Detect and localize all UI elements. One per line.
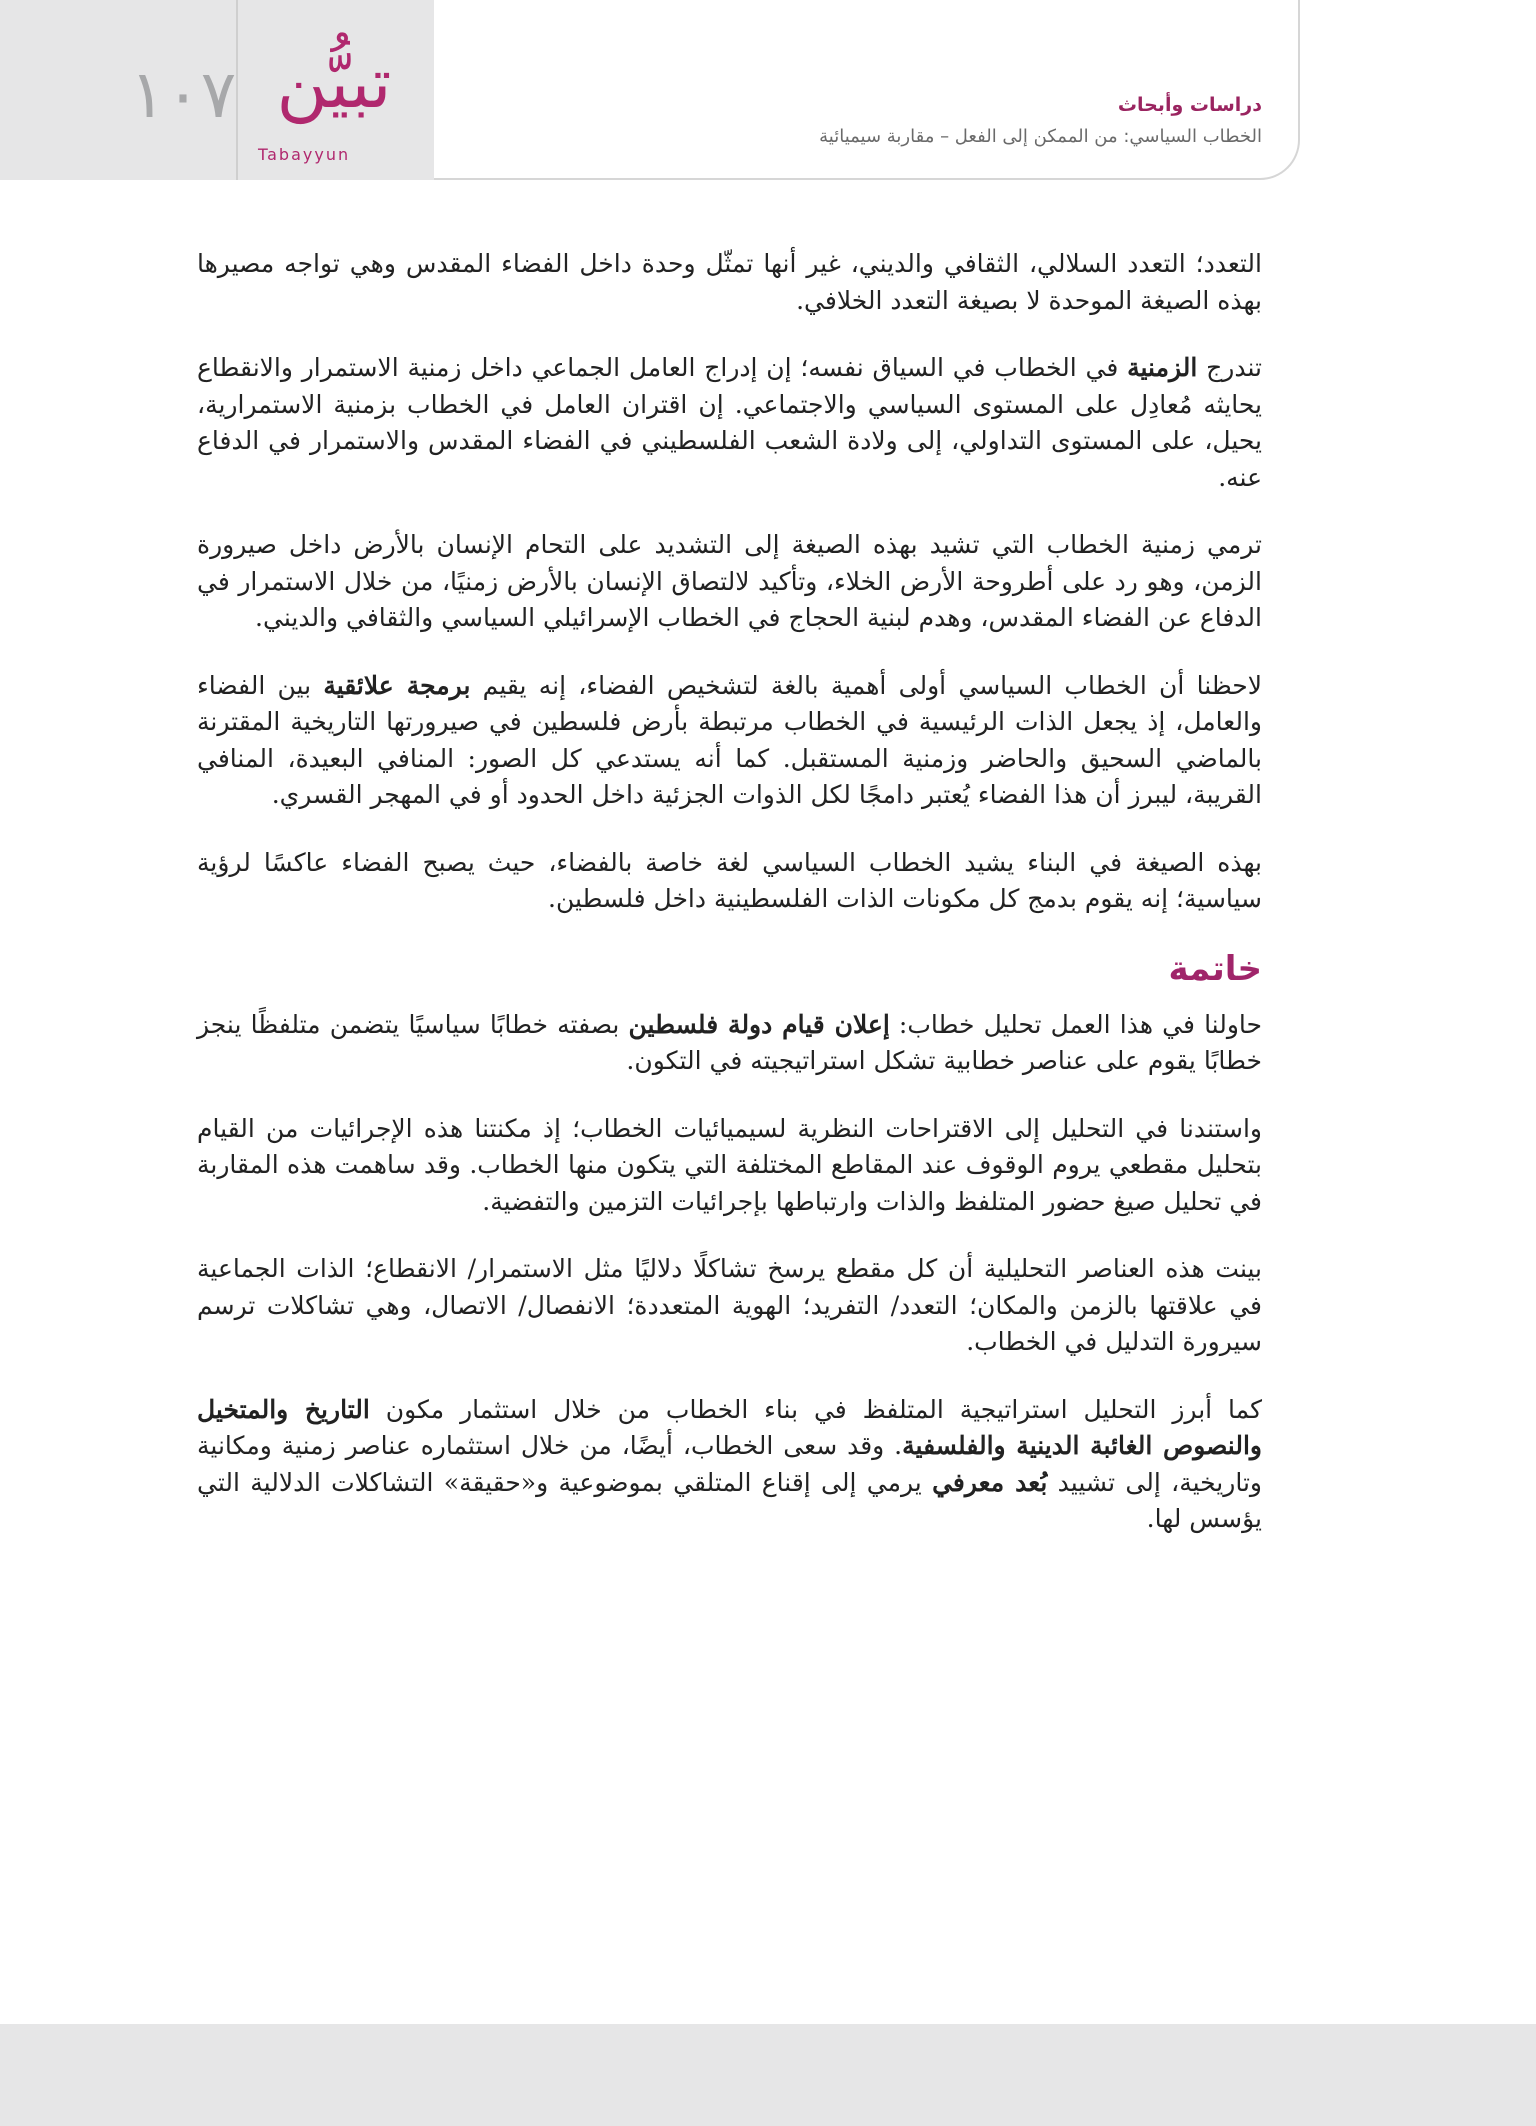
article-body (197, 246, 1262, 1569)
paragraph-text: في الخطاب في السياق نفسه؛ إن إدراج العامل الجماعي داخل زمنية الاستمرار والانقطاع يحايثه مُعادِل على المستوى السياسي والاجتماعي. إن اقتران العامل في الخطاب بزمنية الاستمرارية، يحيل، على المستوى التداولي، إلى ولادة الشعب الفلسطيني في الفضاء المقدس والاستمرار في الدفاع عنه. (197, 353, 1262, 492)
paragraph-text: ترمي زمنية الخطاب التي تشيد بهذه الصيغة إلى التشديد على التحام الإنسان بالأرض داخل صيرورة الزمن، وهو رد على أطروحة الأرض الخلاء، وتأكيد لالتصاق الإنسان بالأرض زمنيًا، من خلال الاستمرار في الدفاع عن الفضاء المقدس، وهدم لبنية الحجاج في الخطاب الإسرائيلي السياسي والثقافي والديني. (197, 530, 1262, 632)
section-heading-conclusion: خاتمة (1168, 948, 1262, 989)
emphasis-term: التاريخ والمتخيل والنصوص الغائبة الدينية والفلسفية (197, 1394, 1262, 1460)
paragraph-text: بهذه الصيغة في البناء يشيد الخطاب السياسي لغة خاصة بالفضاء، حيث يصبح الفضاء عاكسًا لرؤية سياسية؛ إنه يقوم بدمج كل مكونات الذات الفلسطينية داخل فلسطين. (197, 847, 1262, 913)
paragraph-text: واستندنا في التحليل إلى الاقتراحات النظرية لسيميائيات الخطاب؛ إذ مكنتنا هذه الإجرائيات من القيام بتحليل مقطعي يروم الوقوف عند المقاطع المختلفة التي يتكون منها الخطاب. وقد ساهمت هذه المقاربة في تحليل صيغ حضور المتلفظ والذات وارتباطها بإجرائيات التزمين والتفضية. (197, 1113, 1262, 1216)
page-number: ١٠٧ (129, 56, 237, 133)
paragraph (197, 527, 1262, 637)
emphasis-term: إعلان قيام دولة فلسطين (628, 1009, 890, 1039)
paragraph-text: تندرج (1197, 353, 1262, 382)
emphasis-term: الزمنية (1127, 353, 1198, 382)
paragraph-text: . وقد سعى الخطاب، أيضًا، من خلال استثماره عناصر زمنية ومكانية وتاريخية، إلى تشييد (197, 1431, 1262, 1497)
paragraph-text: بينت هذه العناصر التحليلية أن كل مقطع يرسخ تشاكلًا دلاليًا مثل الاستمرار/ الانقطاع؛ الذات الجماعية في علاقتها بالزمن والمكان؛ التعدد/ التفريد؛ الهوية المتعددة؛ الانفصال/ الاتصال، وهي تشاكلات ترسم سيرورة التدليل في الخطاب. (197, 1254, 1262, 1356)
paragraph (197, 1007, 1262, 1080)
paragraph (197, 246, 1262, 319)
page-footer-band (0, 2024, 1536, 2126)
paragraph-text: بصفته خطابًا سياسيًا يتضمن متلفظًا ينجز خطابًا يقوم على عناصر خطابية تشكل استراتيجيته في التكون. (197, 1009, 1262, 1075)
paragraph-text: بين الفضاء والعامل، إذ يجعل الذات الرئيسية في الخطاب مرتبطة بأرض فلسطين في صيرورتها التاريخية المقترنة بالماضي السحيق والحاضر وزمنية المستقبل. كما أنه يستدعي كل الصور: المنافي البعيدة، المنافي القريبة، ليبرز أن هذا الفضاء يُعتبر دامجًا لكل الذوات الجزئية داخل الحدود أو في المهجر القسري. (197, 670, 1262, 809)
emphasis-term: برمجة علائقية (323, 670, 471, 700)
running-title: الخطاب السياسي: من الممكن إلى الفعل – مقاربة سيميائية (819, 126, 1262, 147)
paragraph (197, 1392, 1262, 1538)
journal-logo: تبيُّن (276, 42, 392, 124)
paragraph-text: حاولنا في هذا العمل تحليل خطاب: (889, 1009, 1262, 1039)
journal-logo-latin: Tabayyun (258, 145, 351, 164)
emphasis-term: بُعد معرفي (932, 1467, 1048, 1497)
paragraph-text: كما أبرز التحليل استراتيجية المتلفظ في بناء الخطاب من خلال استثمار مكون (369, 1394, 1263, 1424)
paragraph (197, 668, 1262, 814)
paragraph-text: لاحظنا أن الخطاب السياسي أولى أهمية بالغة لتشخيص الفضاء، إنه يقيم (470, 670, 1262, 700)
paragraph (197, 845, 1262, 918)
paragraph (197, 1111, 1262, 1221)
paragraph-text: يرمي إلى إقناع المتلقي بموضوعية و«حقيقة» التشاكلات الدلالية التي يؤسس لها. (197, 1467, 1262, 1533)
paragraph (197, 350, 1262, 496)
paragraph-text: التعدد؛ التعدد السلالي، الثقافي والديني، غير أنها تمثّل وحدة داخل الفضاء المقدس وهي تواجه مصيرها بهذه الصيغة الموحدة لا بصيغة التعدد الخلافي. (197, 249, 1262, 315)
paragraph (197, 1251, 1262, 1361)
section-label: دراسات وأبحاث (1117, 94, 1262, 116)
